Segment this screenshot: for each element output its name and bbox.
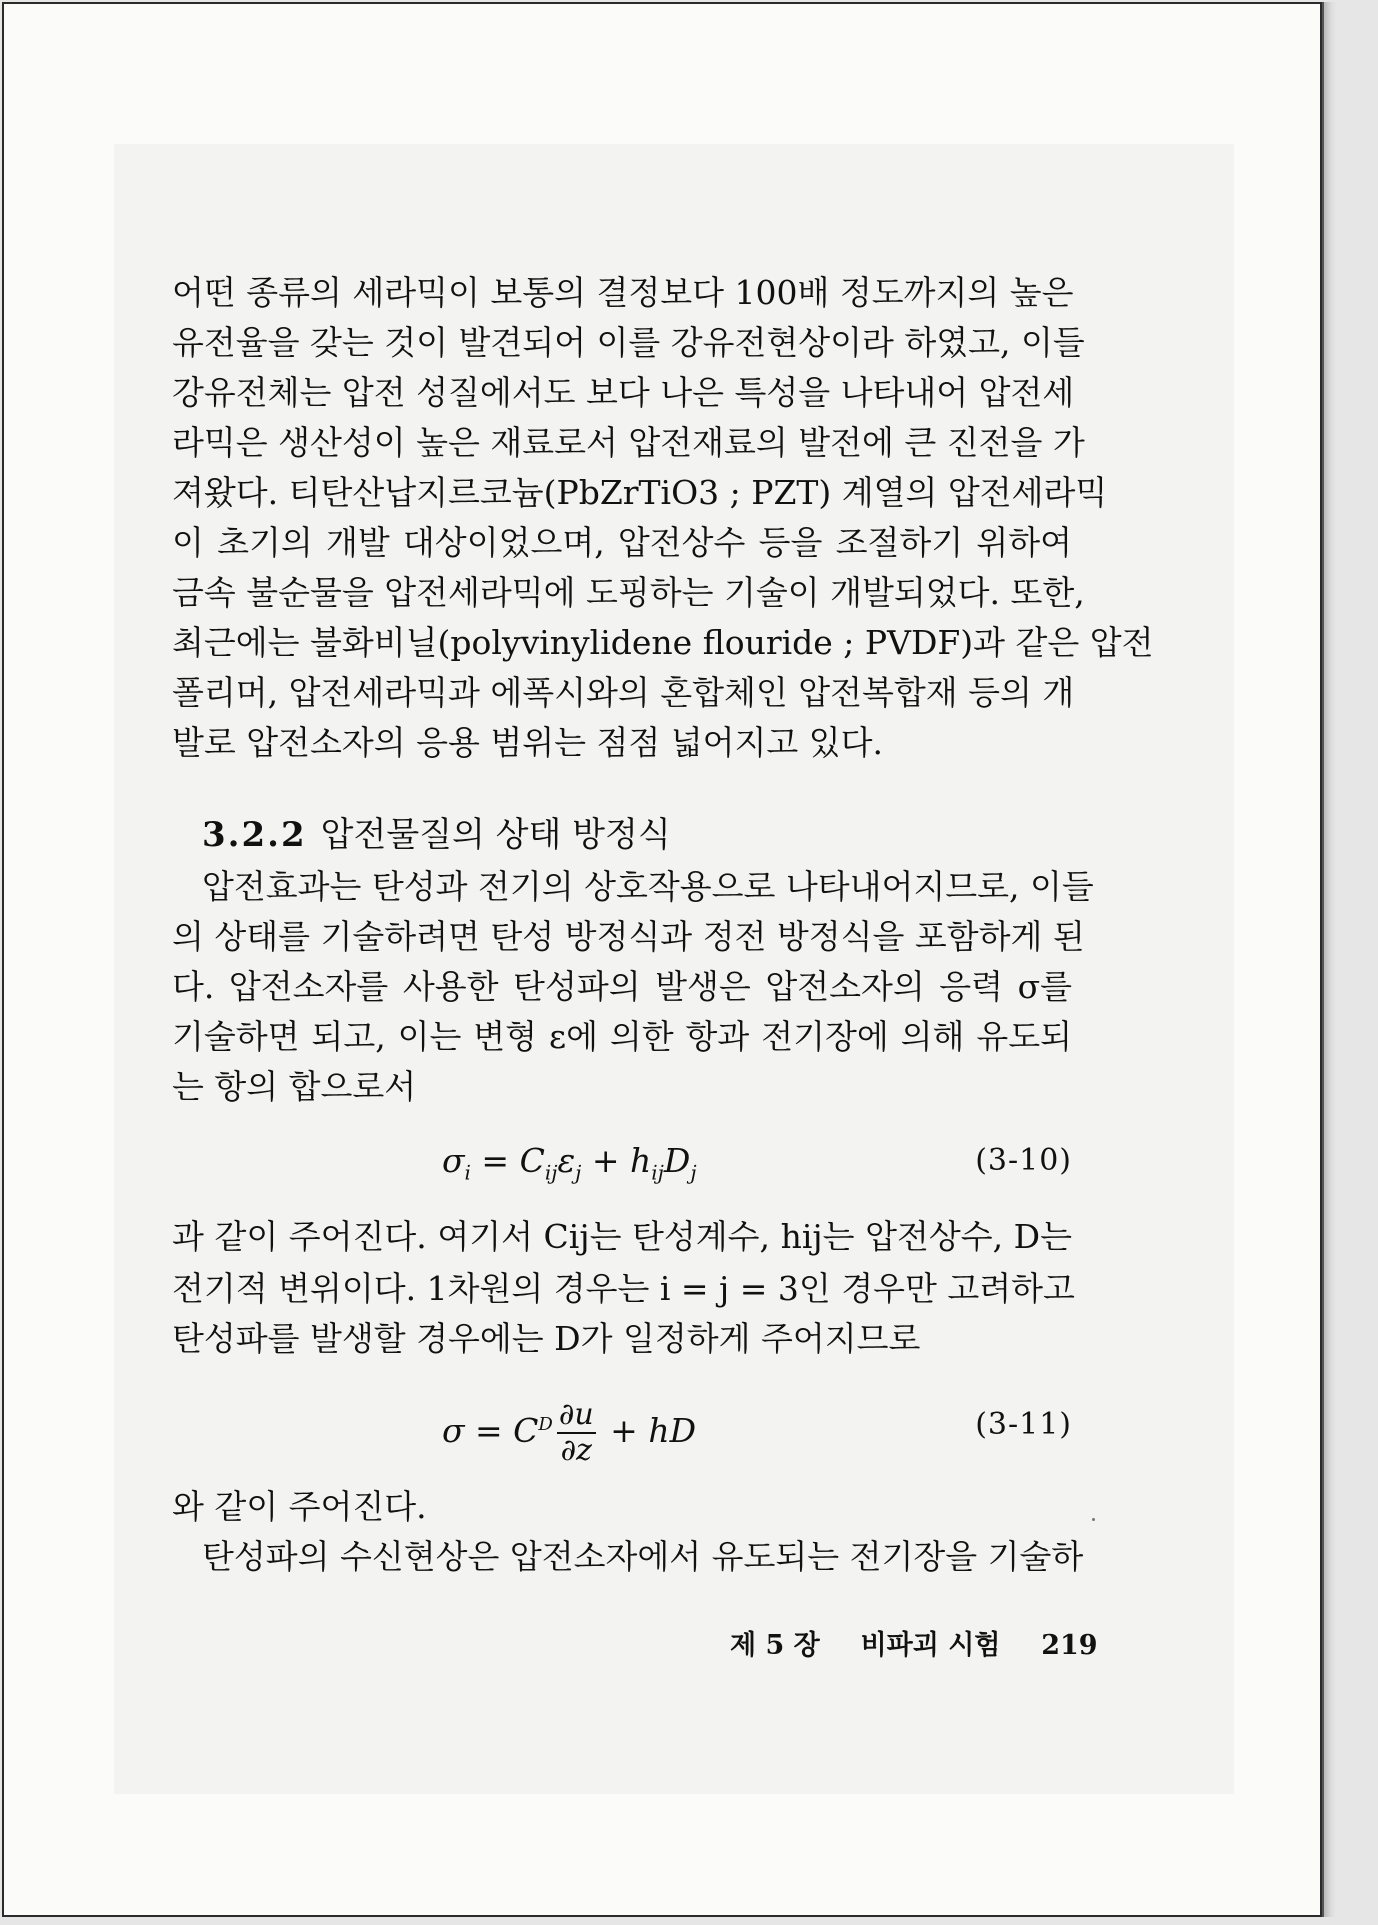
paragraph-line: 라믹은 생산성이 높은 재료로서 압전재료의 발전에 큰 진전을 가 bbox=[172, 423, 1085, 462]
paragraph-line: 발로 압전소자의 응용 범위는 점점 넓어지고 있다. bbox=[172, 723, 883, 762]
paragraph-line: 져왔다. 티탄산납지르코늄(PbZrTiO3 ; PZT) 계열의 압전세라믹 bbox=[172, 473, 1108, 512]
paragraph-line: 강유전체는 압전 성질에서도 보다 나은 특성을 나타내어 압전세 bbox=[172, 373, 1075, 412]
equation-3-11 bbox=[172, 1390, 1072, 1468]
equation-number: (3-10) bbox=[975, 1143, 1072, 1178]
paragraph-line: 는 항의 합으로서 bbox=[172, 1067, 417, 1106]
scan-speck bbox=[1092, 1518, 1095, 1521]
paragraph-line: 와 같이 주어진다. bbox=[172, 1487, 427, 1526]
fraction: $\frac{\partial u}{\partial z}$ bbox=[558, 1397, 594, 1468]
equation-3-10 bbox=[172, 1126, 1072, 1196]
paragraph-line: 과 같이 주어진다. 여기서 Cij는 탄성계수, hij는 압전상수, D는 bbox=[172, 1217, 1072, 1256]
equation-formula: $\sigma_i = C_{ij}\varepsilon_j + h_{ij}D_j$ bbox=[442, 1141, 697, 1185]
footer-chapter: 제 5 장 bbox=[730, 1630, 820, 1661]
paragraph-line: 유전율을 갖는 것이 발견되어 이를 강유전현상이라 하였고, 이들 bbox=[172, 323, 1085, 362]
book-page bbox=[2, 2, 1322, 1917]
section-title: 압전물질의 상태 방정식 bbox=[320, 815, 671, 855]
paragraph-line: 의 상태를 기술하려면 탄성 방정식과 정전 방정식을 포함하게 된 bbox=[172, 917, 1085, 956]
paragraph-line: 탄성파의 수신현상은 압전소자에서 유도되는 전기장을 기술하 bbox=[202, 1537, 1084, 1576]
paragraph-line: 탄성파를 발생할 경우에는 D가 일정하게 주어지므로 bbox=[172, 1319, 921, 1358]
footer-chapter-title: 비파괴 시험 bbox=[860, 1630, 1001, 1661]
paragraph-line: 금속 불순물을 압전세라믹에 도핑하는 기술이 개발되었다. 또한, bbox=[172, 573, 1085, 612]
paragraph-line: 압전효과는 탄성과 전기의 상호작용으로 나타내어지므로, 이들 bbox=[202, 867, 1094, 906]
page-edge-shadow bbox=[1322, 2, 1336, 1917]
paragraph-line: 다. 압전소자를 사용한 탄성파의 발생은 압전소자의 응력 σ를 bbox=[172, 967, 1072, 1006]
paragraph-line: 기술하면 되고, 이는 변형 ε에 의한 항과 전기장에 의해 유도되 bbox=[172, 1017, 1072, 1056]
paragraph-line: 최근에는 불화비닐(polyvinylidene flouride ; PVDF)과 같은 압전 bbox=[172, 623, 1154, 662]
paragraph-line: 어떤 종류의 세라믹이 보통의 결정보다 100배 정도까지의 높은 bbox=[172, 273, 1074, 312]
section-number: 3.2.2 bbox=[202, 815, 307, 855]
section-heading bbox=[202, 812, 671, 858]
running-footer bbox=[730, 1626, 1098, 1666]
equation-number: (3-11) bbox=[975, 1407, 1072, 1442]
page-number: 219 bbox=[1041, 1630, 1098, 1661]
paragraph-line: 폴리머, 압전세라믹과 에폭시와의 혼합체인 압전복합재 등의 개 bbox=[172, 673, 1075, 712]
equation-formula: $\sigma = C^D$ $\frac{\partial u}{\partial z}$ + hD bbox=[442, 1397, 697, 1468]
paragraph-line: 이 초기의 개발 대상이었으며, 압전상수 등을 조절하기 위하여 bbox=[172, 523, 1072, 562]
paragraph-line: 전기적 변위이다. 1차원의 경우는 i = j = 3인 경우만 고려하고 bbox=[172, 1269, 1075, 1308]
